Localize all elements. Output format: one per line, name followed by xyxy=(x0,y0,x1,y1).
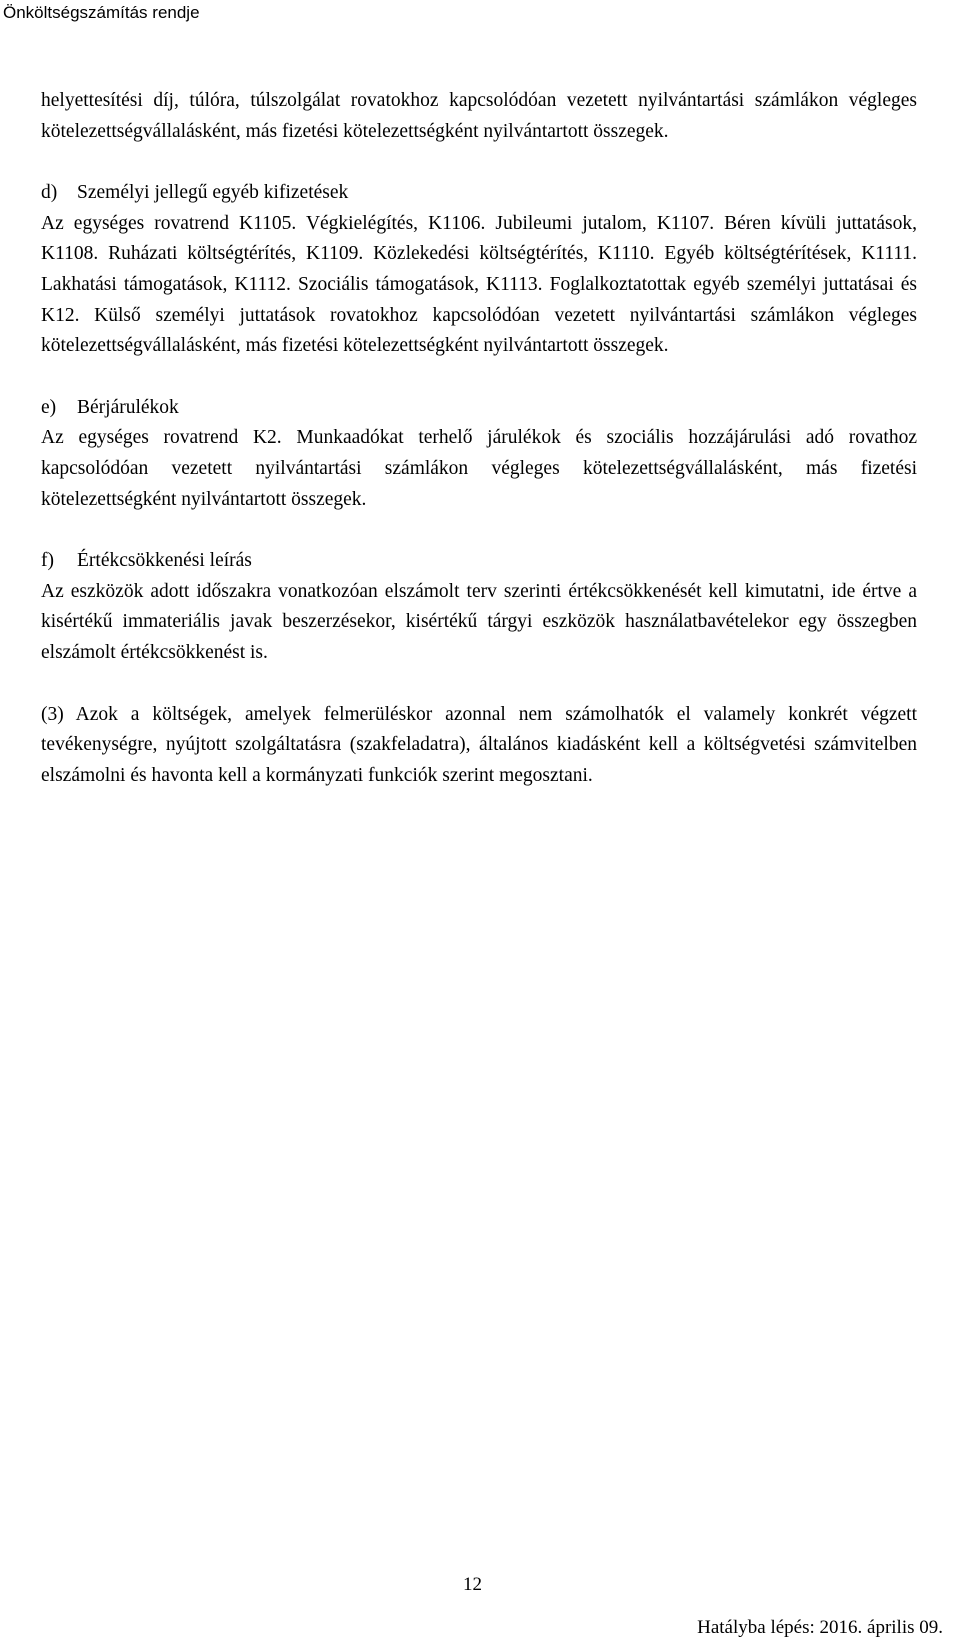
section-e-text: Az egységes rovatrend K2. Munkaadókat terhelő járulékok és szociális hozzájárulási adó rovathoz kapcsolódóan vezetett nyilvántartási számlákon végleges kötelezettségvállalásként, más fizetési kötelezettségként nyilvántartott összegek. xyxy=(41,427,917,510)
section-e-title: Bérjárulékok xyxy=(77,396,179,418)
section-f-label: f) xyxy=(41,550,54,572)
page-number: 12 xyxy=(463,1574,482,1595)
section-e-label: e) xyxy=(41,396,57,418)
paragraph-gap xyxy=(41,147,917,178)
section-f-heading xyxy=(41,546,917,577)
paragraph-gap xyxy=(41,669,917,700)
running-header: Önköltségszámítás rendje xyxy=(3,3,200,22)
document-body xyxy=(41,86,917,791)
paragraph-gap xyxy=(41,515,917,546)
section-d-title: Személyi jellegű egyéb kifizetések xyxy=(77,182,349,204)
section-f-title: Értékcsökkenési leírás xyxy=(77,550,252,572)
section-d-heading xyxy=(41,178,917,209)
paragraph-gap xyxy=(41,362,917,393)
section-f-text: Az eszközök adott időszakra vonatkozóan elszámolt terv szerinti értékcsökkenését kell kimutatni, ide értve a kisértékű immateriális javak beszerzésekor, kisértékű tárgyi eszközök használatbavételekor egy összegben elszámolt értékcsökkenést is. xyxy=(41,580,917,663)
section-d-text: Az egységes rovatrend K1105. Végkielégítés, K1106. Jubileumi jutalom, K1107. Béren kívüli juttatások, K1108. Ruházati költségtérítés, K1109. Közlekedési költségtérítés, K1110. Egyéb költségtérítések, K1111. Lakhatási támogatások, K1112. Szociális támogatások, K1113. Foglalkoztatottak egyéb személyi juttatásai és K12. Külső személyi juttatások rovatokhoz kapcsolódóan vezetett nyilvántartási számlákon végleges kötelezettségvállalásként, más fizetési kötelezettségként nyilvántartott összegek. xyxy=(41,212,917,357)
effective-date: Hatályba lépés: 2016. április 09. xyxy=(697,1617,943,1638)
paragraph-3: (3) Azok a költségek, amelyek felmerüléskor azonnal nem számolhatók el valamely konkrét végzett tevékenységre, nyújtott szolgáltatásra (szakfeladatra), általános kiadásként kell a költségvetési számvitelben elszámolni és havonta kell a kormányzati funkciók szerint megosztani. xyxy=(41,703,917,786)
continuation-paragraph: helyettesítési díj, túlóra, túlszolgálat rovatokhoz kapcsolódóan vezetett nyilvántartási számlákon végleges kötelezettségvállalásként, más fizetési kötelezettségként nyilvántartott összegek. xyxy=(41,90,917,142)
section-d-label: d) xyxy=(41,182,58,204)
section-e-heading xyxy=(41,393,917,424)
